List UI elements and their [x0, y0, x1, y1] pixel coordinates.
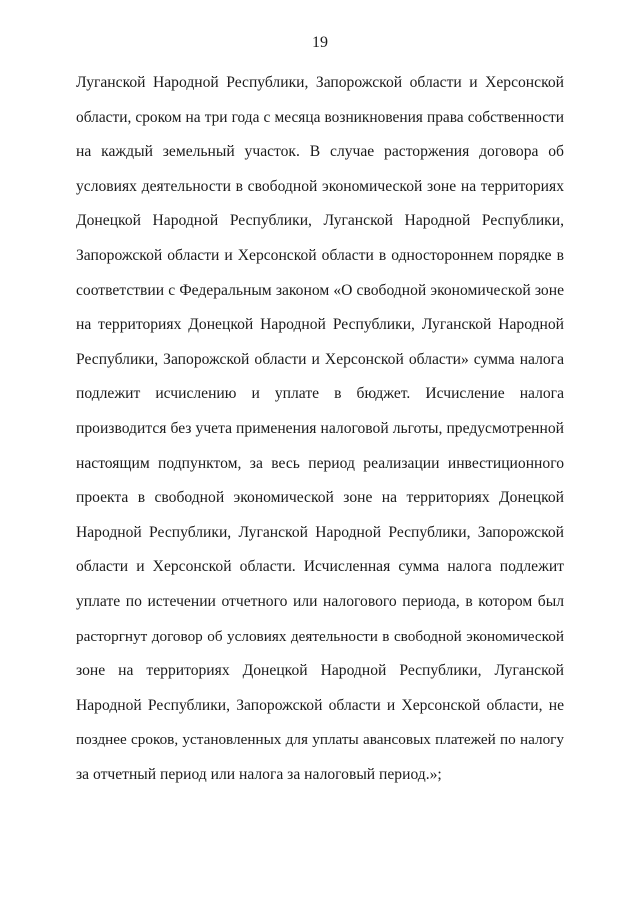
text-line: позднее сроков, установленных для уплаты авансовых платежей по налогу	[76, 731, 564, 749]
text-line: подлежит исчислению и уплате в бюджет. Исчисление налога	[76, 385, 564, 403]
text-line: условиях деятельности в свободной экономической зоне на территориях	[76, 177, 564, 195]
text-line: проекта в свободной экономической зоне на территориях Донецкой	[76, 489, 564, 507]
text-line: уплате по истечении отчетного или налогового периода, в котором был	[76, 592, 564, 610]
text-line: настоящим подпунктом, за весь период реализации инвестиционного	[76, 454, 564, 472]
text-line: Луганской Народной Республики, Запорожской области и Херсонской	[76, 74, 564, 91]
text-line: за отчетный период или налога за налоговый период.»;	[76, 765, 442, 783]
body-paragraph	[76, 66, 564, 792]
text-line: Народной Республики, Запорожской области и Херсонской области, не	[76, 696, 564, 714]
text-line: на каждый земельный участок. В случае расторжения договора об	[76, 143, 564, 161]
page-number: 19	[312, 34, 328, 51]
text-line: Республики, Запорожской области и Херсонской области» сумма налога	[76, 350, 564, 368]
text-line: Донецкой Народной Республики, Луганской Народной Республики,	[76, 212, 564, 230]
text-line: области и Херсонской области. Исчисленная сумма налога подлежит	[76, 558, 564, 576]
text-line: Запорожской области и Херсонской области в одностороннем порядке в	[76, 246, 564, 264]
text-line: производится без учета применения налоговой льготы, предусмотренной	[76, 419, 564, 437]
text-line: соответствии с Федеральным законом «О свободной экономической зоне	[76, 281, 564, 299]
text-line: на территориях Донецкой Народной Республики, Луганской Народной	[76, 316, 564, 334]
text-line: зоне на территориях Донецкой Народной Республики, Луганской	[76, 662, 564, 680]
text-line: расторгнут договор об условиях деятельности в свободной экономической	[76, 627, 564, 645]
text-line: области, сроком на три года с месяца возникновения права собственности	[76, 108, 564, 126]
text-line: Народной Республики, Луганской Народной Республики, Запорожской	[76, 523, 564, 541]
